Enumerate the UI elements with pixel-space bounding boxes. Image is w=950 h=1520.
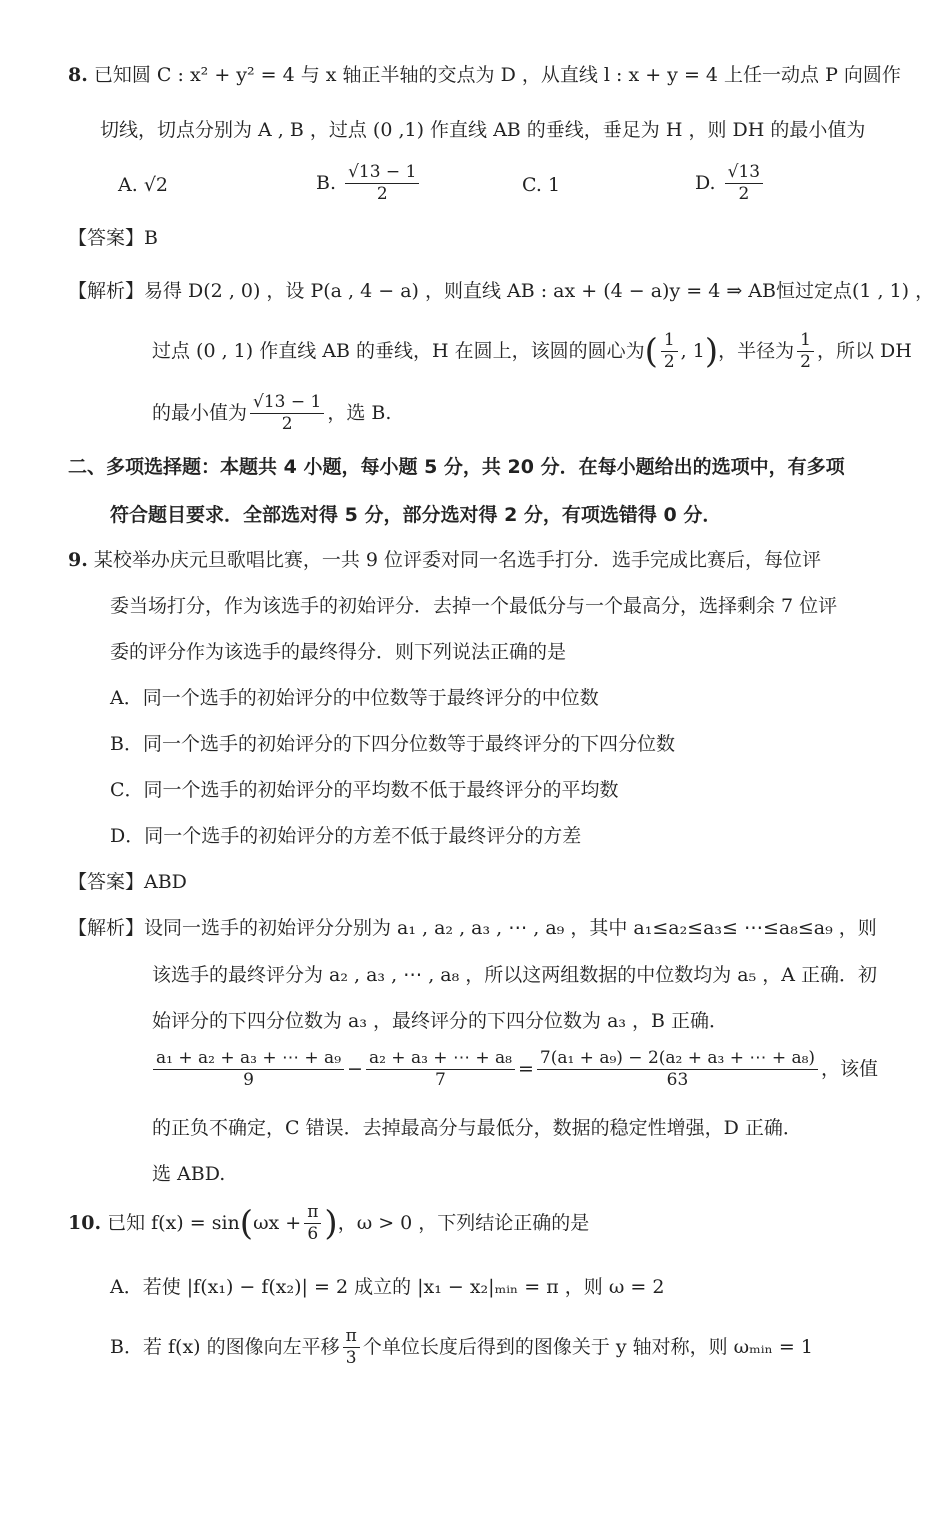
q8-stem-line2: 切线，切点分别为 A , B ，过点 (0 ,1) 作直线 AB 的垂线，垂足为 H ，则 DH 的最小值为 xyxy=(100,119,866,141)
q8-number: 8. xyxy=(68,64,88,86)
q9-stem-line1: 9. 某校举办庆元旦歌唱比赛，一共 9 位评委对同一名选手打分．选手完成比赛后，每位评 xyxy=(68,549,822,571)
q8-option-d: D. $\frac{√13}{2}$ xyxy=(695,164,766,203)
q9-answer: 【答案】ABD xyxy=(68,871,187,893)
q10-number: 10. xyxy=(68,1212,102,1234)
q8-stem-text1: 已知圆 C : x² + y² = 4 与 x 轴正半轴的交点为 D ，从直线 l : x + y = 4 上任一动点 P 向圆作 xyxy=(93,64,901,86)
q9-analysis-line2: 该选手的最终评分为 a₂ , a₃ , ⋯ , a₈ ，所以这两组数据的中位数均为 a₅ ，A 正确．初 xyxy=(152,964,878,986)
q9-stem-line2: 委当场打分，作为该选手的初始评分．去掉一个最低分与一个最高分，选择剩余 7 位评 xyxy=(110,595,838,617)
q8-option-c: C. 1 xyxy=(522,174,561,196)
q10-option-b: B．若 f(x) 的图像向左平移 $\frac{\pi}{3}$ 个单位长度后得到的图像关于 y 轴对称，则 ωₘᵢₙ = 1 xyxy=(110,1326,813,1368)
q8-analysis-line1: 【解析】易得 D(2 , 0) ，设 P(a , 4 − a) ，则直线 AB : ax + (4 − a)y = 4 ⇒ AB恒过定点(1 , 1) ， xyxy=(68,280,935,302)
q9-option-d: D．同一个选手的初始评分的方差不低于最终评分的方差 xyxy=(110,825,582,847)
q9-number: 9. xyxy=(68,549,88,571)
q8-analysis-line3: 的最小值为 $\frac{√13 - 1}{2}$ ，选 B. xyxy=(152,392,392,434)
q10-stem: 10. 已知 f(x) = sin(ωx + $\frac{\pi}{6}$ )，ω > 0 ，下列结论正确的是 xyxy=(68,1202,590,1244)
q9-analysis-line3: 始评分的下四分位数为 a₃ ，最终评分的下四分位数为 a₃ ，B 正确． xyxy=(152,1010,729,1032)
q9-formula: $\frac{\text{a₁ + a₂ + a₃ + ⋯ + a₉}}{9}$ − $\frac{\text{a₂ + a₃ + ⋯ + a₈}}{7}$ = $\frac{\text{7(a₁ + a₉) − 2(a₂ + a₃ + ⋯ + a₈)}}{63}$ ，该值 xyxy=(150,1050,878,1089)
section2-header-line2: 符合题目要求．全部选对得 5 分，部分选对得 2 分，有项选错得 0 分． xyxy=(110,504,722,526)
q8-answer: 【答案】B xyxy=(68,227,158,249)
q9-option-b: B．同一个选手的初始评分的下四分位数等于最终评分的下四分位数 xyxy=(110,733,675,755)
q9-option-a: A．同一个选手的初始评分的中位数等于最终评分的中位数 xyxy=(110,687,599,709)
q10-option-a: A．若使 |f(x₁) − f(x₂)| = 2 成立的 |x₁ − x₂|ₘᵢₙ = π ，则 ω = 2 xyxy=(110,1276,665,1298)
q8-option-a: A. √2 xyxy=(118,174,169,196)
q8-stem-line1 xyxy=(68,66,901,85)
q9-stem-line3: 委的评分作为该选手的最终得分．则下列说法正确的是 xyxy=(110,641,567,663)
q9-analysis-line6: 选 ABD. xyxy=(152,1163,226,1185)
q9-analysis-line1: 【解析】设同一选手的初始评分分别为 a₁ , a₂ , a₃ , ⋯ , a₉ ，其中 a₁≤a₂≤a₃≤ ⋯≤a₈≤a₉ ，则 xyxy=(68,917,877,939)
section2-header-line1: 二、多项选择题：本题共 4 小题，每小题 5 分，共 20 分．在每小题给出的选项中，有多项 xyxy=(68,456,845,478)
q9-analysis-line5: 的正负不确定，C 错误．去掉最高分与最低分，数据的稳定性增强，D 正确． xyxy=(152,1117,802,1139)
q8-analysis-line2: 过点 (0 , 1) 作直线 AB 的垂线，H 在圆上，该圆的圆心为( $\frac{1}{2}$ , 1)，半径为 $\frac{1}{2}$ ，所以 DH xyxy=(152,330,912,372)
q8-option-b: B. $\frac{√13 - 1}{2}$ xyxy=(316,164,422,203)
q9-option-c: C．同一个选手的初始评分的平均数不低于最终评分的平均数 xyxy=(110,779,619,801)
